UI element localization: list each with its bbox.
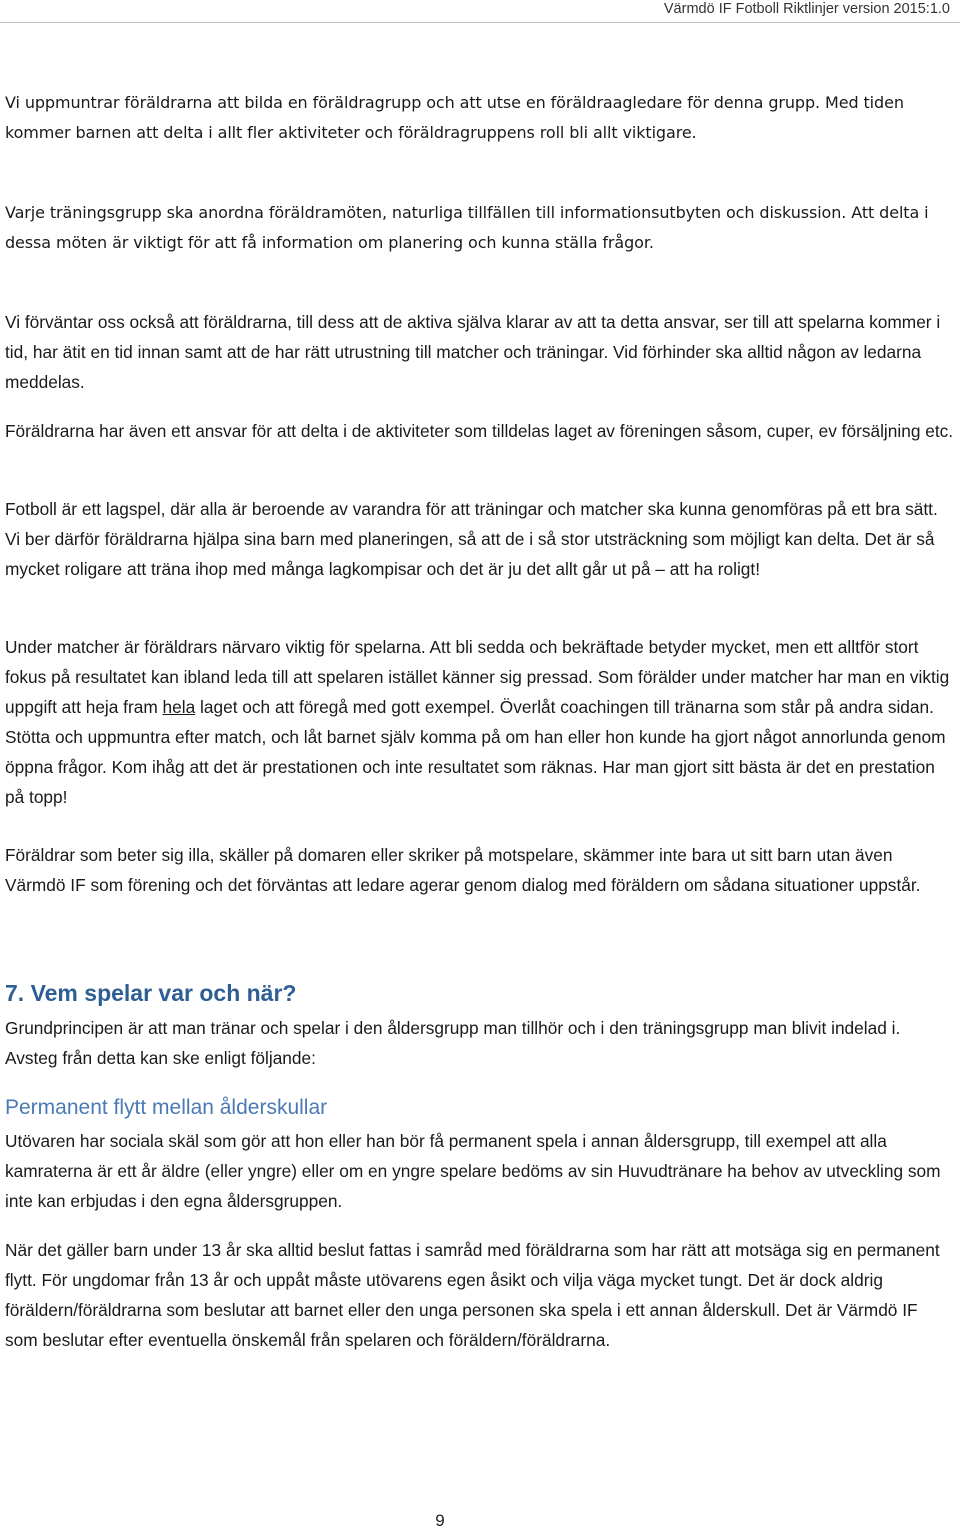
paragraph-children-under-13: När det gäller barn under 13 år ska alltid beslut fattas i samråd med föräldrarna som har rätt att motsäga sig en permanent flytt. För ungdomar från 13 år och uppåt måste utövarens egen åsikt och vilja väga mycket tungt. Det är dock aldrig föräldern/föräldrarna som beslutar att barnet eller den unga personen ska spela i ett annan ålderskull. Det är Värmdö IF som beslutar efter eventuella önskemål från spelaren och föräldern/föräldrarna.: [5, 1240, 940, 1350]
paragraph-parent-meetings: Varje träningsgrupp ska anordna föräldramöten, naturliga tillfällen till informationsutbyten och diskussion. Att delta i dessa möten är viktigt för att få information om planering och kunna ställa frågor.: [5, 203, 929, 252]
header-rule: [0, 22, 960, 23]
underlined-word: hela: [162, 697, 196, 717]
running-header: Värmdö IF Fotboll Riktlinjer version 2015:1.0: [663, 1, 950, 17]
page-number: 9: [435, 1511, 445, 1530]
paragraph-parent-behavior: Föräldrar som beter sig illa, skäller på domaren eller skriker på motspelare, skämmer inte bara ut sitt barn utan även Värmdö IF som förening och det förväntas att ledare agerar genom dialog med föräldern om sådana situationer uppstår.: [5, 845, 921, 895]
matches-text-before: Under matcher är föräldrars närvaro viktig för spelarna. Att bli sedda och bekräftade betyder mycket, men ett alltför stort fokus på resultatet kan ibland leda till att spelaren istället känner sig pressad. Som förälder under matcher har man en viktig uppgift att heja fram: [5, 637, 950, 717]
subsection-heading: Permanent flytt mellan ålderskullar: [5, 1096, 328, 1119]
paragraph-permanent-move: Utövaren har sociala skäl som gör att hon eller han bör få permanent spela i annan åldersgrupp, till exempel att alla kamraterna är ett år äldre (eller yngre) eller om en yngre spelare bedöms av sin Huvudtränare ha behov av utveckling som inte kan erbjudas i den egna åldersgruppen.: [5, 1131, 941, 1211]
paragraph-parent-expectations: Vi förväntar oss också att föräldrarna, till dess att de aktiva själva klarar av att ta detta ansvar, ser till att spelarna kommer i tid, har ätit en tid innan samt att de har rätt utrustning till matcher och träningar. Vid förhinder ska alltid någon av ledarna meddelas.: [5, 312, 941, 392]
matches-text-after: laget och att föregå med gott exempel. Överlåt coachingen till tränarna som står på andra sidan. Stötta och uppmuntra efter match, och låt barnet själv komma på om han eller hon kunde ha gjort något annorlunda genom öppna frågor. Kom ihåg att det är prestationen och inte resultatet som räknas. Har man gjort sitt bästa är det en prestation på topp!: [5, 697, 946, 807]
section-intro: Grundprincipen är att man tränar och spelar i den åldersgrupp man tillhör och i den träningsgrupp man blivit indelad i. Avsteg från detta kan ske enligt följande:: [5, 1018, 901, 1068]
paragraph-team-sport: Fotboll är ett lagspel, där alla är beroende av varandra för att träningar och matcher ska kunna genomföras på ett bra sätt. Vi ber därför föräldrarna hjälpa sina barn med planeringen, så att de i så stor utsträckning som möjligt kan delta. Det är så mycket roligare att träna ihop med många lagkompisar och det är ju det allt går ut på – att ha roligt!: [5, 499, 938, 579]
section-heading: 7. Vem spelar var och när?: [5, 980, 297, 1006]
paragraph-matches: [5, 632, 955, 812]
paragraph-parent-group: Vi uppmuntrar föräldrarna att bilda en föräldragrupp och att utse en föräldraagledare för denna grupp. Med tiden kommer barnen att delta i allt fler aktiviteter och föräldragruppens roll bli allt viktigare.: [5, 93, 904, 142]
paragraph-parent-activities: Föräldrarna har även ett ansvar för att delta i de aktiviteter som tilldelas laget av föreningen såsom, cuper, ev försäljning etc.: [5, 421, 954, 441]
